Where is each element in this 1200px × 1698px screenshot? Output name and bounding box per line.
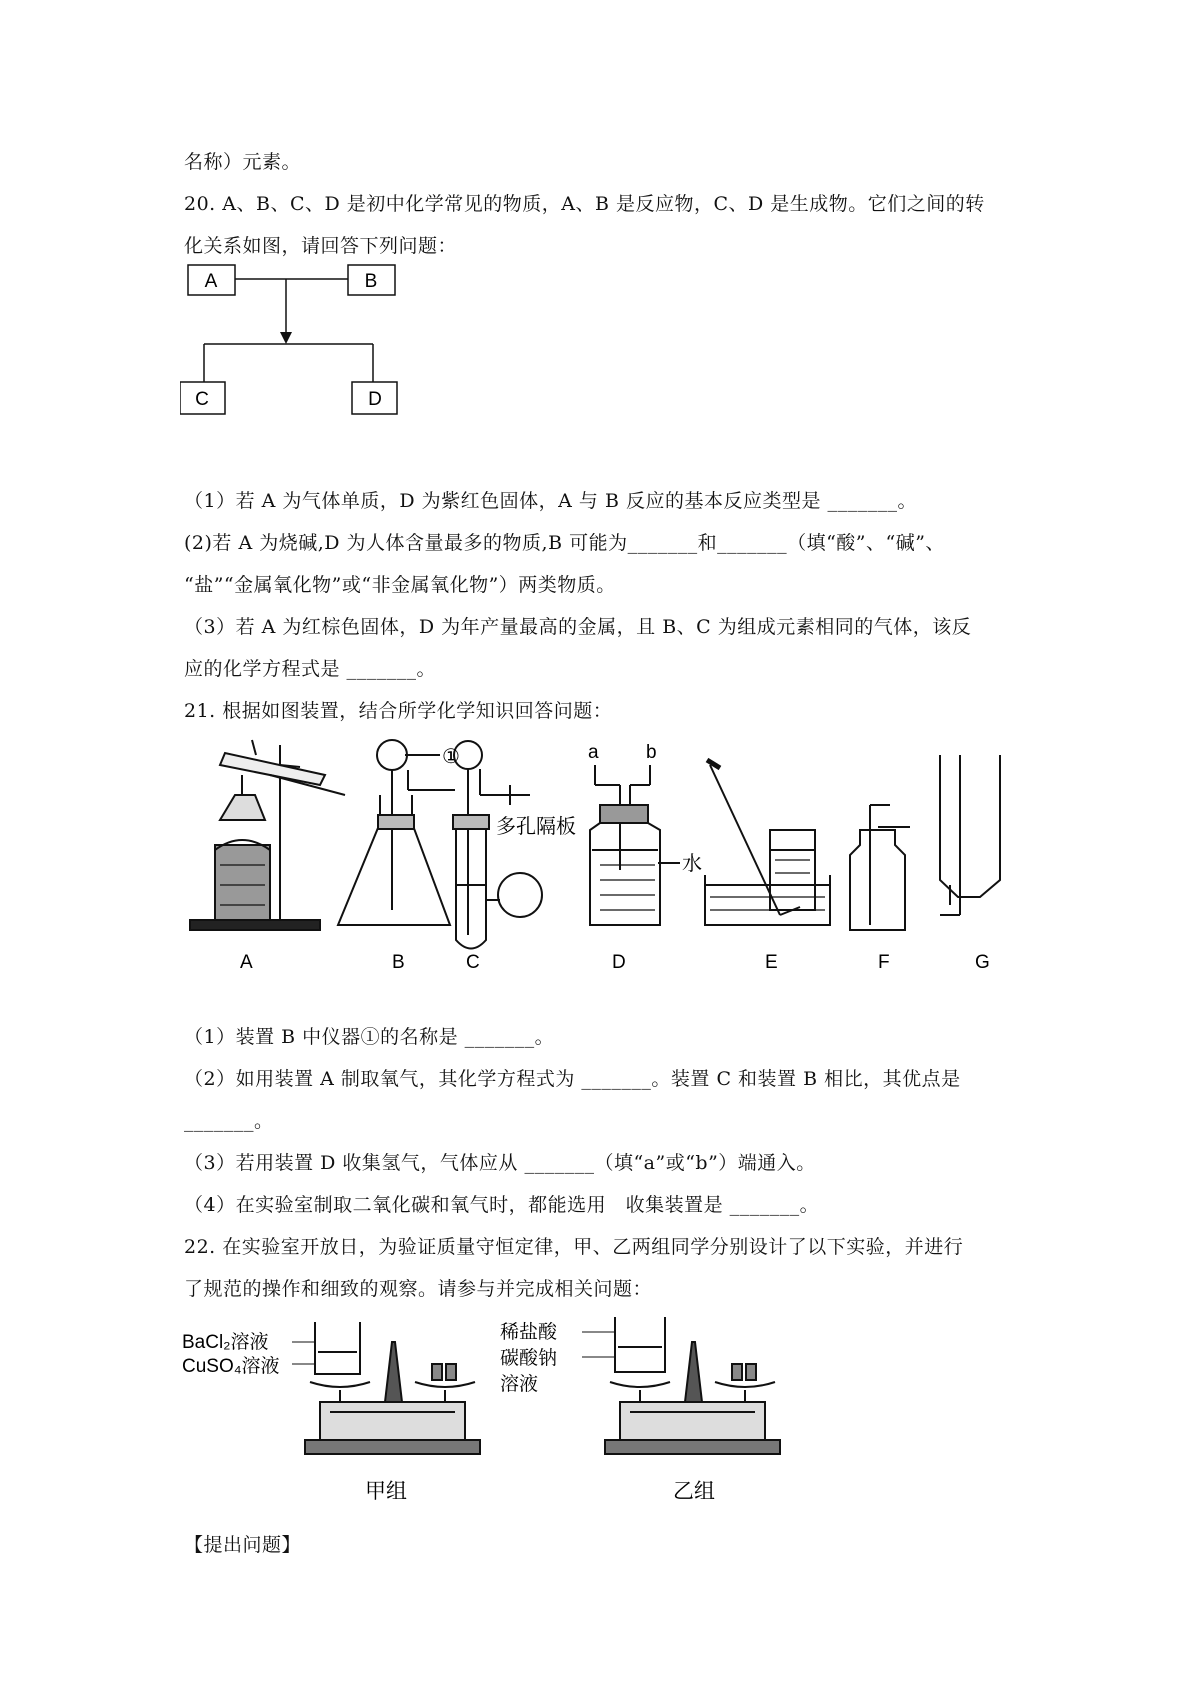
q20-stem-2: 化关系如图，请回答下列问题： (184, 235, 458, 257)
apparatus-f (850, 805, 910, 930)
yi-na2co3-label: 碳酸钠 (500, 1348, 558, 1369)
arrow-icon (280, 332, 292, 344)
label-a: A (204, 271, 218, 292)
text-line-1: 名称）元素。 (184, 151, 302, 173)
apparatus-d (590, 765, 680, 925)
q20-part3: （3）若 A 为红棕色固体，D 为年产量最高的金属，且 B、C 为组成元素相同的气体，该反 (184, 616, 972, 638)
apparatus-b (338, 740, 455, 925)
q21-part2: （2）如用装置 A 制取氧气，其化学方程式为 _______。装置 C 和装置 B 相比，其优点是 (184, 1068, 961, 1090)
balance-jia (305, 1322, 480, 1454)
port-a-label: a (588, 742, 599, 763)
apparatus-label-c: C (466, 952, 480, 973)
porous-plate-label: 多孔隔板 (496, 816, 576, 838)
tichu-wenti: 【提出问题】 (184, 1534, 302, 1556)
apparatus-g (940, 755, 1000, 915)
q20-stem: 20. A、B、C、D 是初中化学常见的物质，A、B 是反应物，C、D 是生成物。它们之间的转 (184, 193, 985, 215)
yi-solution-label: 溶液 (500, 1374, 539, 1395)
q21-part1: （1）装置 B 中仪器①的名称是 _______。 (184, 1026, 555, 1048)
apparatus-figure (180, 735, 1120, 975)
apparatus-e (705, 760, 830, 925)
apparatus-c (453, 741, 542, 949)
q21-stem: 21. 根据如图装置，结合所学化学知识回答问题： (184, 700, 613, 722)
yi-caption: 乙组 (673, 1480, 715, 1503)
balance-figure (180, 1312, 820, 1512)
apparatus-label-f: F (878, 952, 890, 973)
label-c: C (195, 389, 209, 410)
balance-yi (605, 1317, 780, 1454)
q20-part1: （1）若 A 为气体单质，D 为紫红色固体，A 与 B 反应的基本反应类型是 _______。 (184, 490, 918, 512)
jia-bacl2-label: BaCl₂溶液 (182, 1332, 269, 1353)
q20-part2: (2)若 A 为烧碱,D 为人体含量最多的物质,B 可能为_______和_______（填“酸”、“碱”、 (184, 532, 945, 554)
apparatus-label-a: A (240, 952, 253, 973)
water-label: 水 (682, 853, 702, 875)
apparatus-label-b: B (392, 952, 405, 973)
label-d: D (368, 389, 382, 410)
q22-stem: 22. 在实验室开放日，为验证质量守恒定律，甲、乙两组同学分别设计了以下实验，并进行 (184, 1236, 964, 1258)
circle-one-label: ① (442, 746, 460, 768)
port-b-label: b (646, 742, 657, 763)
q20-diagram (180, 262, 440, 422)
jia-cuso4-label: CuSO₄溶液 (182, 1356, 280, 1377)
jia-caption: 甲组 (365, 1480, 407, 1503)
label-b: B (364, 271, 378, 292)
apparatus-label-e: E (765, 952, 778, 973)
yi-hcl-label: 稀盐酸 (500, 1322, 558, 1343)
q21-part4: （4）在实验室制取二氧化碳和氧气时，都能选用 收集装置是 _______。 (184, 1194, 820, 1216)
q20-part2-cont: “盐”“金属氧化物”或“非金属氧化物”）两类物质。 (184, 574, 616, 596)
q20-part3-cont: 应的化学方程式是 _______。 (184, 658, 437, 680)
q21-part2-cont: _______。 (184, 1110, 274, 1132)
q22-stem-2: 了规范的操作和细致的观察。请参与并完成相关问题： (184, 1278, 653, 1300)
apparatus-label-g: G (975, 952, 990, 973)
q21-part3: （3）若用装置 D 收集氢气，气体应从 _______（填“a”或“b”）端通入。 (184, 1152, 816, 1174)
apparatus-label-d: D (612, 952, 626, 973)
apparatus-a (190, 740, 345, 930)
